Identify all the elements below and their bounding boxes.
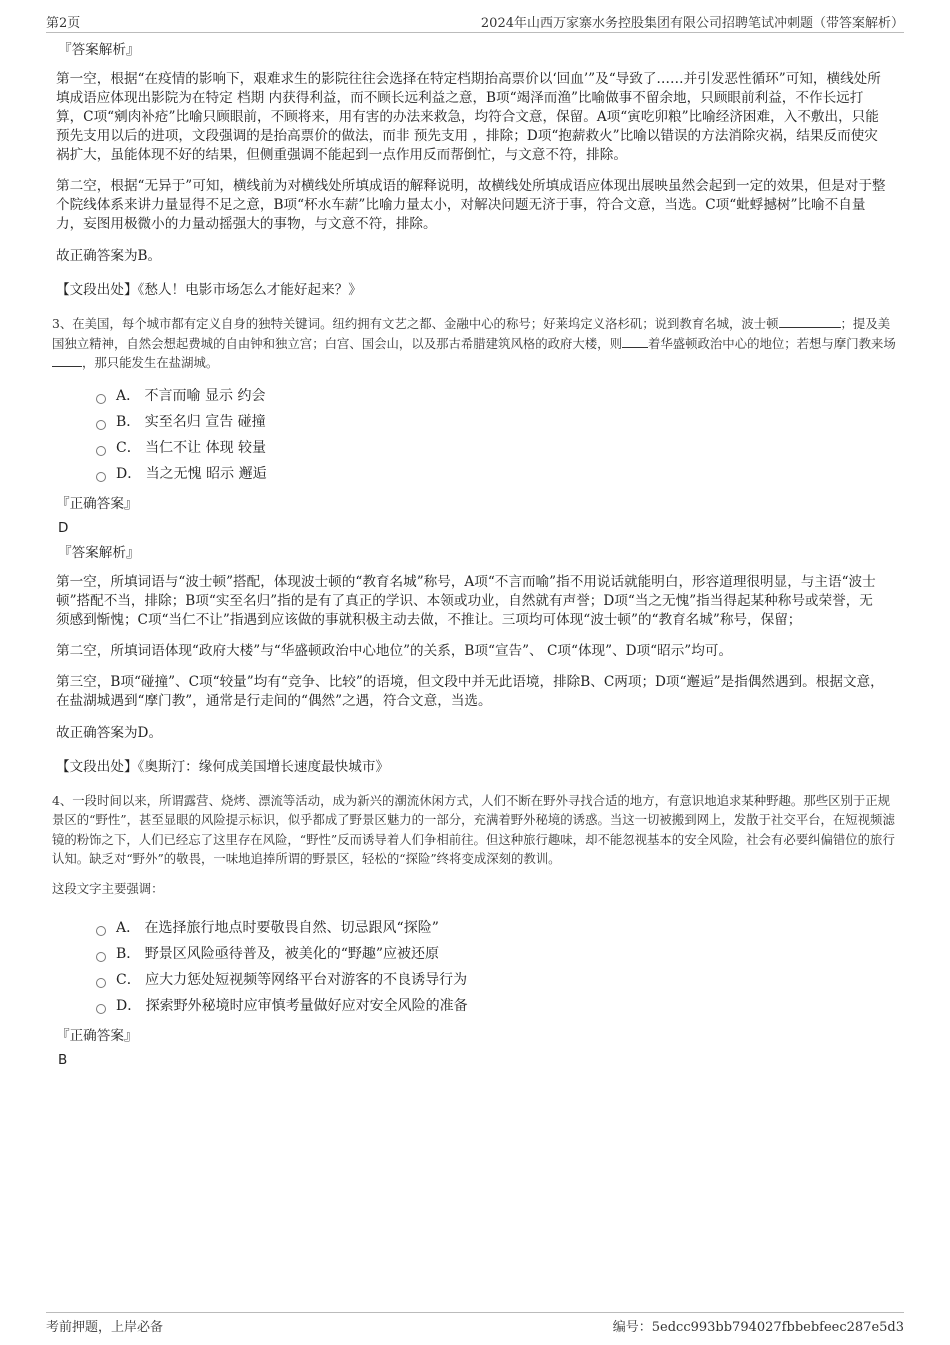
blank-2	[622, 335, 648, 348]
source-citation: 【文段出处】《愁人！电影市场怎么才能好起来？》	[56, 282, 362, 298]
footer-note: 考前押题，上岸必备	[46, 1320, 164, 1335]
option-c[interactable]: C． 当仁不让 体现 较量	[96, 435, 886, 461]
radio-icon[interactable]	[96, 472, 106, 482]
answer-heading: 『正确答案』	[56, 495, 138, 512]
option-c[interactable]: C． 应大力惩处短视频等网络平台对游客的不良诱导行为	[96, 967, 886, 993]
analysis-paragraph-1: 第一空，所填词语与“波士顿”搭配，体现波士顿的“教育名城”称号，A项“不言而喻”指不用说话就能明白，形容道理很明显，与主语“波士顿”搭配不当，排除；B项“实至名归”指的是有了真正的学识、本领或功业，自然就有声誉；D项“当之无愧”指当得起某种称号或荣誉，无须感到惭愧；C项“当仁不让”指遇到应该做的事就积极主动去做，不推让。三项均可体现“波士顿”的“教育名城”称号，保留；	[56, 573, 876, 628]
answer-value: D	[58, 519, 69, 536]
question-3-stem: 3、在美国，每个城市都有定义自身的独特关键词。纽约拥有文艺之都、金融中心的称号；好莱坞定义洛杉矶；说到教育名城，波士顿 ；提及美国独立精神，自然会想起费城的自由钟和独立宫；白宫、国会山，以及那古希腊建筑风格的政府大楼，则 着华盛顿政治中心的地位；若想与摩门教来场，那只能发生在盐湖城。	[52, 316, 896, 370]
radio-icon[interactable]	[96, 394, 106, 404]
radio-icon[interactable]	[96, 1004, 106, 1014]
question-4-options	[96, 915, 886, 1019]
answer-heading: 『正确答案』	[56, 1027, 138, 1044]
analysis-heading: 『答案解析』	[58, 42, 140, 58]
analysis-paragraph-2: 第二空，所填词语体现“政府大楼”与“华盛顿政治中心地位”的关系，B项“宣告”、 C项“体现”、D项“昭示”均可。	[56, 642, 733, 659]
radio-icon[interactable]	[96, 420, 106, 430]
page-number: 第2页	[46, 16, 81, 31]
page-content	[52, 40, 896, 1075]
page-header	[46, 12, 904, 33]
document-title: 2024年山西万家寨水务控股集团有限公司招聘笔试冲刺题（带答案解析）	[480, 16, 904, 31]
option-a[interactable]: A． 在选择旅行地点时要敬畏自然、切忌跟风“探险”	[96, 915, 886, 941]
document-serial: 编号：5edcc993bb794027fbbebfeec287e5d3	[612, 1320, 904, 1335]
radio-icon[interactable]	[96, 926, 106, 936]
radio-icon[interactable]	[96, 978, 106, 988]
option-b[interactable]: B． 实至名归 宣告 碰撞	[96, 409, 886, 435]
analysis-paragraph-2: 第二空，根据“无异于”可知，横线前为对横线处所填成语的解释说明，故横线处所填成语应体现出展映虽然会起到一定的效果，但是对于整个院线体系来讲力量显得不足之意，B项“杯水车薪”比喻力量太小，对解决问题无济于事，符合文意，当选。C项“蚍蜉撼树”比喻不自量力，妄图用极微小的力量动摇强大的事物，与文意不符，排除。	[56, 178, 886, 232]
blank-3	[52, 354, 82, 367]
option-d[interactable]: D． 当之无愧 昭示 邂逅	[96, 461, 886, 487]
analysis-paragraph-3: 第三空，B项“碰撞”、C项“较量”均有“竞争、比较”的语境，但文段中并无此语境，排除B、C两项；D项“邂逅”是指偶然遇到。根据文意，在盐湖城遇到“摩门教”，通常是行走间的“偶然”之遇，符合文意，当选。	[56, 673, 884, 709]
analysis-paragraph-1: 第一空，根据“在疫情的影响下，艰难求生的影院往往会选择在特定档期抬高票价以‘回血’”及“导致了……并引发恶性循环”可知，横线处所填成语应体现出影院为在特定 档期 内获得利益，而不顾长远利益之意，B项“竭泽而渔”比喻做事不留余地，只顾眼前利益，不作长远打算，C项“剜肉补疮”比喻只顾眼前，不顾将来，用有害的办法来救急，均符合文意，保留。A项“寅吃卯粮”比喻经济困难，入不敷出，只能预先支用以后的进项，文段强调的是抬高票价的做法，而非 预先支用 ，排除；D项“抱薪救火”比喻以错误的方法消除灾祸，结果反而使灾祸扩大，虽能体现不好的结果，但侧重强调不能起到一点作用反而帮倒忙，与文意不符，排除。	[56, 71, 881, 163]
option-d[interactable]: D． 探索野外秘境时应审慎考量做好应对安全风险的准备	[96, 993, 886, 1019]
analysis-heading: 『答案解析』	[58, 544, 140, 561]
source-citation: 【文段出处】《奥斯汀：缘何成美国增长速度最快城市》	[56, 758, 390, 775]
question-3-options	[96, 383, 886, 487]
page-footer	[46, 1312, 904, 1335]
conclusion: 故正确答案为B。	[56, 248, 162, 264]
blank-1	[779, 315, 841, 328]
question-4-prompt: 这段文字主要强调：	[52, 880, 164, 896]
radio-icon[interactable]	[96, 446, 106, 456]
question-4-stem: 4、一段时间以来，所谓露营、烧烤、漂流等活动，成为新兴的潮流休闲方式，人们不断在野外寻找合适的地方，有意识地追求某种野趣。那些区别于正规景区的“野性”，甚至显眼的风险提示标识，似乎都成了野景区魅力的一部分，充满着野外秘境的诱惑。当这一切被搬到网上，发散于社交平台，在短视频滤镜的粉饰之下，人们已经忘了这里存在风险，“野性”反而诱导着人们争相前往。但这种旅行趣味，却不能忽视基本的安全风险，社会有必要纠偏错位的旅行认知。缺乏对“野外”的敬畏，一味地追捧所谓的野景区，轻松的“探险”终将变成深刻的教训。	[52, 792, 895, 866]
conclusion: 故正确答案为D。	[56, 724, 163, 741]
option-a[interactable]: A． 不言而喻 显示 约会	[96, 383, 886, 409]
answer-value: B	[58, 1051, 68, 1068]
option-b[interactable]: B． 野景区风险亟待普及，被美化的“野趣”应被还原	[96, 941, 886, 967]
radio-icon[interactable]	[96, 952, 106, 962]
